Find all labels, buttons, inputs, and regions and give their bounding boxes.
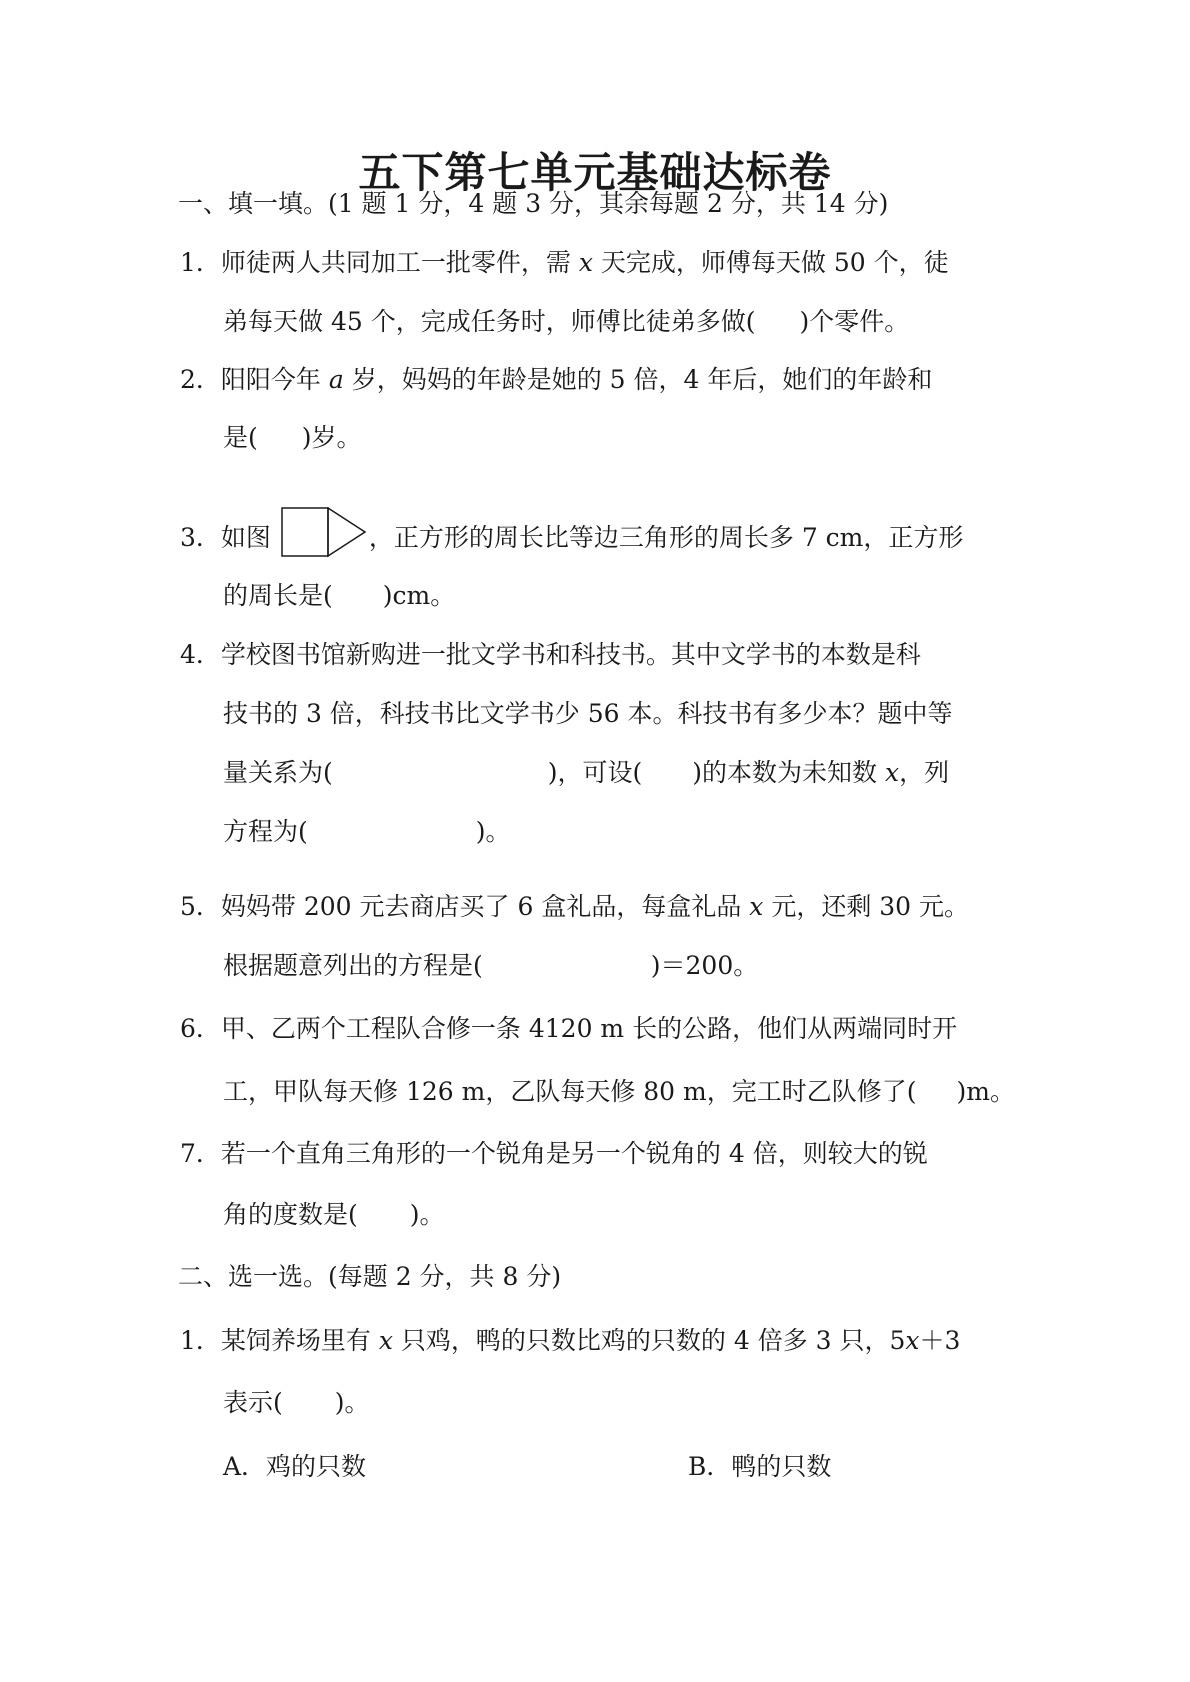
question-1-2-cont [223, 420, 362, 456]
section-2-heading: 二、选一选。(每题 2 分，共 8 分) [178, 1262, 562, 1291]
variable: x [884, 758, 900, 787]
question-1-5 [180, 889, 969, 925]
question-number: 4． [180, 640, 221, 669]
question-1-3 [180, 520, 963, 559]
question-number: 1． [180, 248, 221, 277]
question-1-5-cont [223, 948, 758, 984]
question-1-6-cont [223, 1074, 1015, 1110]
square-shape [282, 508, 328, 556]
question-number: 6． [180, 1014, 221, 1043]
question-text: 弟每天做 45 个，完成任务时，师傅比徒弟多做( [223, 307, 756, 336]
question-text: )。 [409, 1200, 445, 1229]
question-1-4-line3 [223, 755, 949, 791]
question-1-2 [180, 362, 932, 398]
page-title: 五下第七单元基础达标卷 [358, 148, 832, 197]
question-text: 某饲养场里有 [220, 1326, 379, 1355]
question-text: )。 [334, 1388, 370, 1417]
question-text: 技书的 3 倍，科技书比文学书少 56 本。科技书有多少本？题中等 [223, 699, 953, 728]
question-1-3-cont [223, 578, 455, 614]
question-number: 5． [180, 892, 221, 921]
question-1-1 [180, 245, 949, 281]
question-number: 3． [180, 523, 221, 552]
question-text: ＋3 [919, 1326, 961, 1355]
question-text: 阳阳今年 [220, 365, 329, 394]
question-text: 根据题意列出的方程是( [223, 951, 483, 980]
question-text: 量关系为( [223, 758, 333, 787]
question-text: )m。 [956, 1077, 1015, 1106]
question-text: 元，还剩 30 元。 [763, 892, 970, 921]
question-2-1-cont [223, 1385, 370, 1421]
question-2-1 [180, 1323, 960, 1359]
variable: a [328, 365, 344, 394]
question-1-4-line4 [223, 814, 511, 850]
variable: x [578, 248, 593, 277]
option-a[interactable]: A．鸡的只数 [223, 1452, 367, 1481]
question-1-7 [180, 1136, 928, 1172]
question-text: 若一个直角三角形的一个锐角是另一个锐角的 4 倍，则较大的锐 [220, 1139, 928, 1168]
question-text: 方程为( [223, 817, 308, 846]
question-text: 只鸡，鸭的只数比鸡的只数的 4 倍多 3 只，5 [392, 1326, 906, 1355]
question-text: 工，甲队每天修 126 m，乙队每天修 80 m，完工时乙队修了( [223, 1077, 917, 1106]
question-text: 如图 [220, 523, 271, 552]
option-b[interactable]: B．鸭的只数 [688, 1452, 832, 1481]
question-text: ，正方形的周长比等边三角形的周长多 7 cm，正方形 [368, 523, 964, 552]
question-1-1-cont [223, 304, 909, 340]
question-text: ，列 [899, 758, 950, 787]
question-text: 表示( [223, 1388, 283, 1417]
question-text: 甲、乙两个工程队合修一条 4120 m 长的公路，他们从两端同时开 [220, 1014, 958, 1043]
question-text: )＝200。 [650, 951, 759, 980]
question-text: )个零件。 [799, 307, 910, 336]
variable: x [749, 892, 764, 921]
square-triangle-figure [281, 507, 367, 559]
question-text: 妈妈带 200 元去商店买了 6 盒礼品，每盒礼品 [220, 892, 750, 921]
question-text: 天完成，师傅每天做 50 个，徒 [592, 248, 949, 277]
question-text: )cm。 [382, 581, 456, 610]
question-number: 2． [180, 365, 221, 394]
question-text: 岁，妈妈的年龄是她的 5 倍，4 年后，她们的年龄和 [343, 365, 933, 394]
question-text: )，可设( [547, 758, 643, 787]
question-text: )的本数为未知数 [692, 758, 885, 787]
section-1-heading: 一、填一填。(1 题 1 分，4 题 3 分，其余每题 2 分，共 14 分) [178, 189, 889, 218]
variable: x [378, 1326, 393, 1355]
question-1-4 [180, 637, 921, 673]
variable: x [905, 1326, 920, 1355]
question-number: 7． [180, 1139, 221, 1168]
question-text: 的周长是( [223, 581, 333, 610]
question-text: 角的度数是( [223, 1200, 358, 1229]
triangle-shape [328, 508, 365, 556]
question-1-6 [180, 1011, 957, 1047]
question-text: )。 [475, 817, 511, 846]
question-text: 师徒两人共同加工一批零件，需 [220, 248, 579, 277]
question-text: 学校图书馆新购进一批文学书和科技书。其中文学书的本数是科 [220, 640, 921, 669]
question-text: )岁。 [301, 423, 362, 452]
question-text: 是( [223, 423, 258, 452]
question-1-7-cont [223, 1197, 445, 1233]
question-number: 1． [180, 1326, 221, 1355]
